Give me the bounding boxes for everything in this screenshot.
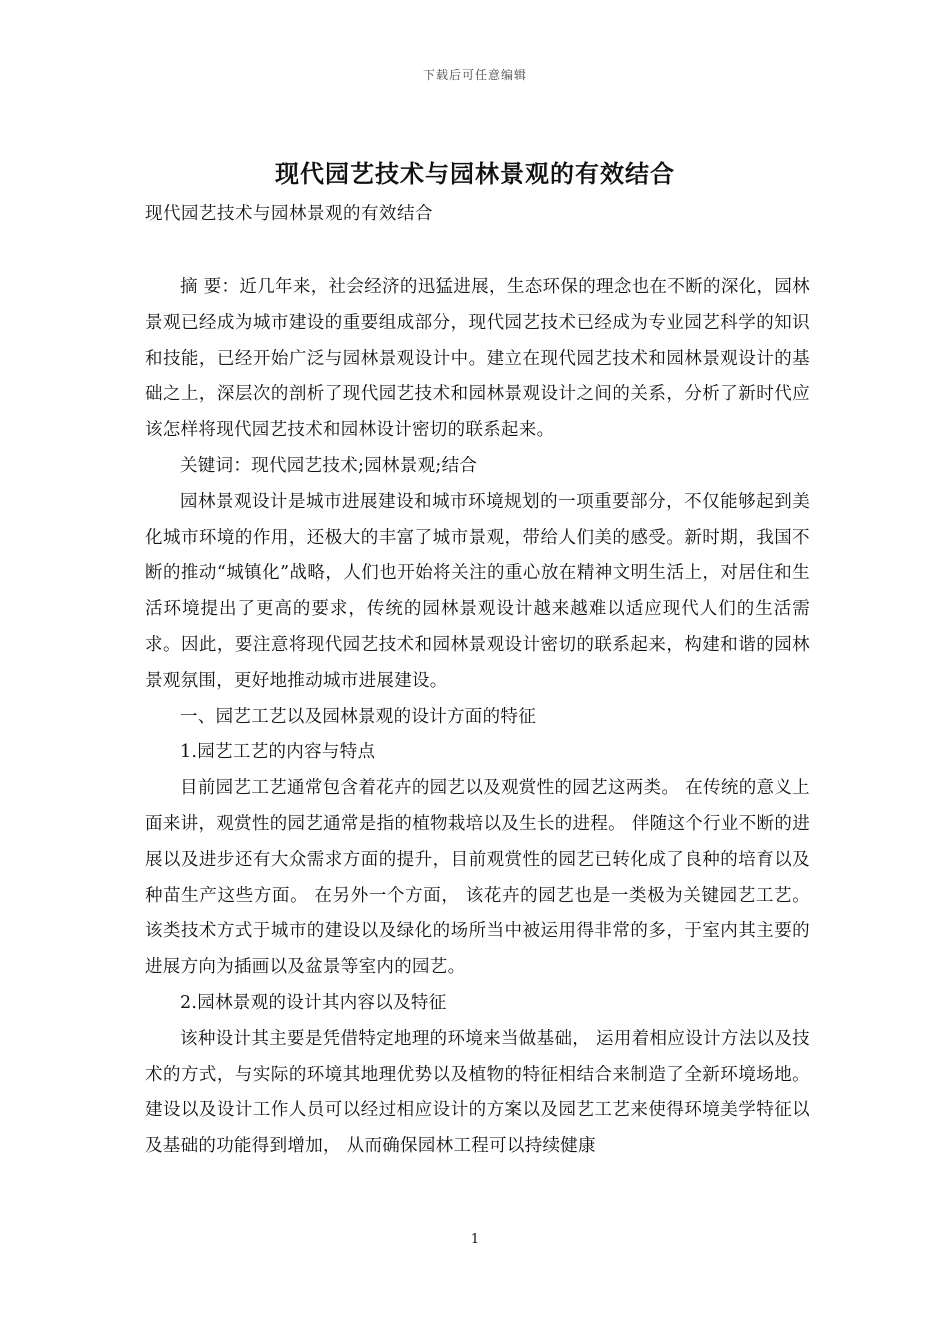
- keywords-paragraph: 关键词：现代园艺技术;园林景观;结合: [180, 455, 478, 476]
- abstract-paragraph: 摘 要：近几年来，社会经济的迅猛进展，生态环保的理念也在不断的深化，园林景观已经成为城市建设的重要组成部分，现代园艺技术已经成为专业园艺科学的知识和技能，已经开始广泛与园林景观设计中。建立在现代园艺技术和园林景观设计的基础之上，深层次的剖析了现代园艺技术和园林景观设计之间的关系，分析了新时代应该怎样将现代园艺技术和园林设计密切的联系起来。: [145, 277, 810, 441]
- section-heading: 一、园艺工艺以及园林景观的设计方面的特征: [180, 706, 536, 727]
- header-note: 下载后可任意编辑: [422, 68, 527, 82]
- document-body: [145, 270, 810, 1165]
- document-title: 现代园艺技术与园林景观的有效结合: [275, 159, 675, 188]
- subsection-heading: 2.园林景观的设计其内容以及特征: [180, 992, 447, 1013]
- subsection-heading: 1.园艺工艺的内容与特点: [180, 742, 376, 763]
- body-paragraph: 目前园艺工艺通常包含着花卉的园艺以及观赏性的园艺这两类。 在传统的意义上面来讲，观赏性的园艺通常是指的植物栽培以及生长的进程。 伴随这个行业不断的进展以及进步还有大众需求方面的提升，目前观赏性的园艺已转化成了良种的培育以及种苗生产这些方面。 在另外一个方面， 该花卉的园艺也是一类极为关键园艺工艺。该类技术方式于城市的建设以及绿化的场所当中被运用得非常的多，于室内其主要的进展方向为插画以及盆景等室内的园艺。: [145, 778, 810, 978]
- intro-paragraph: 园林景观设计是城市进展建设和城市环境规划的一项重要部分，不仅能够起到美化城市环境的作用，还极大的丰富了城市景观，带给人们美的感受。新时期，我国不断的推动“城镇化”战略，人们也开始将关注的重心放在精神文明生活上，对居住和生活环境提出了更高的要求，传统的园林景观设计越来越难以适应现代人们的生活需求。因此，要注意将现代园艺技术和园林景观设计密切的联系起来，构建和谐的园林景观氛围，更好地推动城市进展建设。: [145, 491, 810, 691]
- document-subtitle: 现代园艺技术与园林景观的有效结合: [145, 204, 433, 224]
- page-number: 1: [470, 1232, 480, 1247]
- body-paragraph: 该种设计其主要是凭借特定地理的环境来当做基础， 运用着相应设计方法以及技术的方式，与实际的环境其地理优势以及植物的特征相结合来制造了全新环境场地。建设以及设计工作人员可以经过相应设计的方案以及园艺工艺来使得环境美学特征以及基础的功能得到增加， 从而确保园林工程可以持续健康: [145, 1028, 810, 1157]
